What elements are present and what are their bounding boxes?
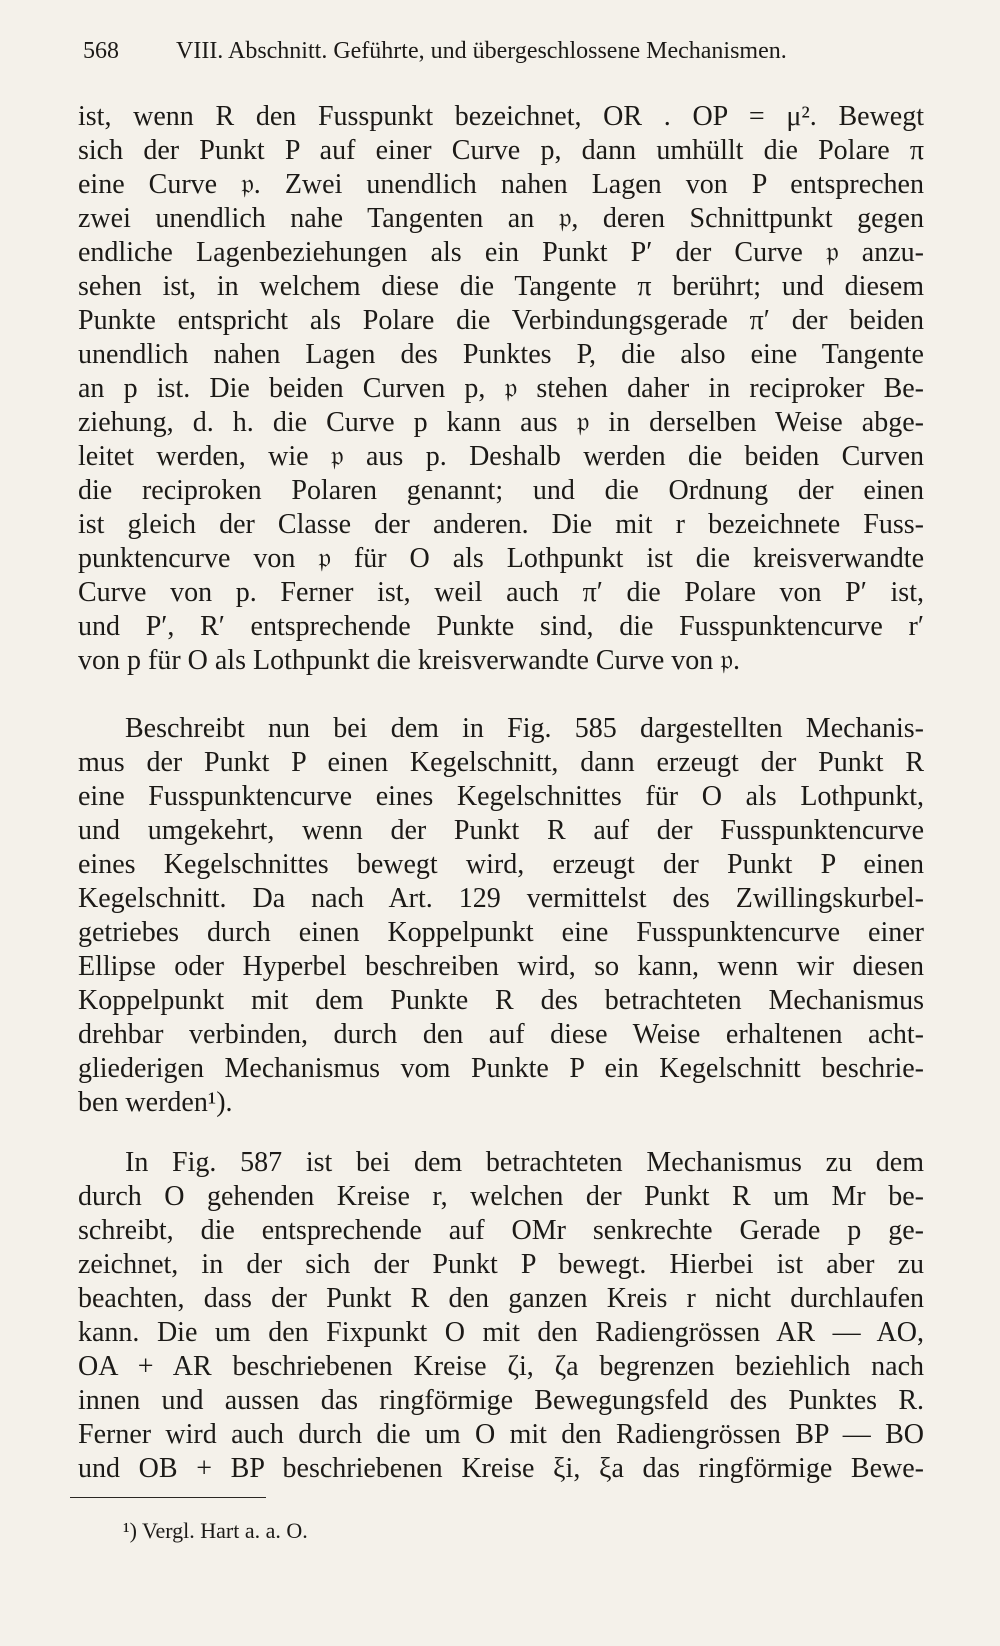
text-line: von p für O als Lothpunkt die kreisverwandte Curve von 𝔭.	[78, 645, 740, 676]
text-line: Curve von p. Ferner ist, weil auch π′ die Polare von P′ ist,	[78, 577, 924, 608]
running-title: VIII. Abschnitt. Geführte, und übergeschlossene Mechanismen.	[176, 38, 787, 64]
text-line: OA + AR beschriebenen Kreise ζi, ζa begrenzen beziehlich nach	[78, 1351, 924, 1382]
text-line: unendlich nahen Lagen des Punktes P, die also eine Tangente	[78, 339, 924, 370]
text-line: Ferner wird auch durch die um O mit den Radiengrössen BP — BO	[78, 1419, 924, 1450]
text-line: eine Fusspunktencurve eines Kegelschnittes für O als Lothpunkt,	[78, 781, 924, 812]
text-line: zwei unendlich nahe Tangenten an 𝔭, deren Schnittpunkt gegen	[78, 203, 924, 234]
text-line: schreibt, die entsprechende auf OMr senkrechte Gerade p ge-	[78, 1215, 924, 1246]
text-line: die reciproken Polaren genannt; und die Ordnung der einen	[78, 475, 924, 506]
footnote-divider	[70, 1497, 266, 1498]
text-line: drehbar verbinden, durch den auf diese Weise erhaltenen acht-	[78, 1019, 924, 1050]
text-line: mus der Punkt P einen Kegelschnitt, dann erzeugt der Punkt R	[78, 747, 924, 778]
text-line: gliederigen Mechanismus vom Punkte P ein Kegelschnitt beschrie-	[78, 1053, 924, 1084]
text-line: beachten, dass der Punkt R den ganzen Kreis r nicht durchlaufen	[78, 1283, 924, 1314]
text-line: Kegelschnitt. Da nach Art. 129 vermittelst des Zwillingskurbel-	[78, 883, 924, 914]
text-line: sich der Punkt P auf einer Curve p, dann umhüllt die Polare π	[78, 135, 924, 166]
text-line: eines Kegelschnittes bewegt wird, erzeugt der Punkt P einen	[78, 849, 924, 880]
text-line: zeichnet, in der sich der Punkt P bewegt. Hierbei ist aber zu	[78, 1249, 924, 1280]
text-line: ben werden¹).	[78, 1087, 233, 1118]
text-line: leitet werden, wie 𝔭 aus p. Deshalb werden die beiden Curven	[78, 441, 924, 472]
text-line: Punkte entspricht als Polare die Verbindungsgerade π′ der beiden	[78, 305, 924, 336]
text-line: an p ist. Die beiden Curven p, 𝔭 stehen daher in reciproker Be-	[78, 373, 924, 404]
text-line: Koppelpunkt mit dem Punkte R des betrachteten Mechanismus	[78, 985, 924, 1016]
text-line: und umgekehrt, wenn der Punkt R auf der Fusspunktencurve	[78, 815, 924, 846]
text-line: und OB + BP beschriebenen Kreise ξi, ξa das ringförmige Bewe-	[78, 1453, 924, 1484]
text-line: Ellipse oder Hyperbel beschreiben wird, so kann, wenn wir diesen	[78, 951, 924, 982]
text-line: Beschreibt nun bei dem in Fig. 585 dargestellten Mechanis-	[125, 713, 924, 744]
text-line: und P′, R′ entsprechende Punkte sind, die Fusspunktencurve r′	[78, 611, 924, 642]
text-line: ist gleich der Classe der anderen. Die mit r bezeichnete Fuss-	[78, 509, 924, 540]
text-line: In Fig. 587 ist bei dem betrachteten Mechanismus zu dem	[125, 1147, 924, 1178]
footnote: ¹) Vergl. Hart a. a. O.	[123, 1518, 308, 1543]
text-line: ziehung, d. h. die Curve p kann aus 𝔭 in derselben Weise abge-	[78, 407, 924, 438]
text-line: getriebes durch einen Koppelpunkt eine Fusspunktencurve einer	[78, 917, 924, 948]
text-line: sehen ist, in welchem diese die Tangente π berührt; und diesem	[78, 271, 924, 302]
text-line: endliche Lagenbeziehungen als ein Punkt P′ der Curve 𝔭 anzu-	[78, 237, 924, 268]
text-line: ist, wenn R den Fusspunkt bezeichnet, OR . OP = μ². Bewegt	[78, 101, 924, 132]
text-line: innen und aussen das ringförmige Bewegungsfeld des Punktes R.	[78, 1385, 924, 1416]
text-line: durch O gehenden Kreise r, welchen der Punkt R um Mr be-	[78, 1181, 924, 1212]
text-line: punktencurve von 𝔭 für O als Lothpunkt ist die kreisverwandte	[78, 543, 924, 574]
page-number: 568	[83, 38, 119, 64]
text-line: eine Curve 𝔭. Zwei unendlich nahen Lagen von P entsprechen	[78, 169, 924, 200]
text-line: kann. Die um den Fixpunkt O mit den Radiengrössen AR — AO,	[78, 1317, 924, 1348]
